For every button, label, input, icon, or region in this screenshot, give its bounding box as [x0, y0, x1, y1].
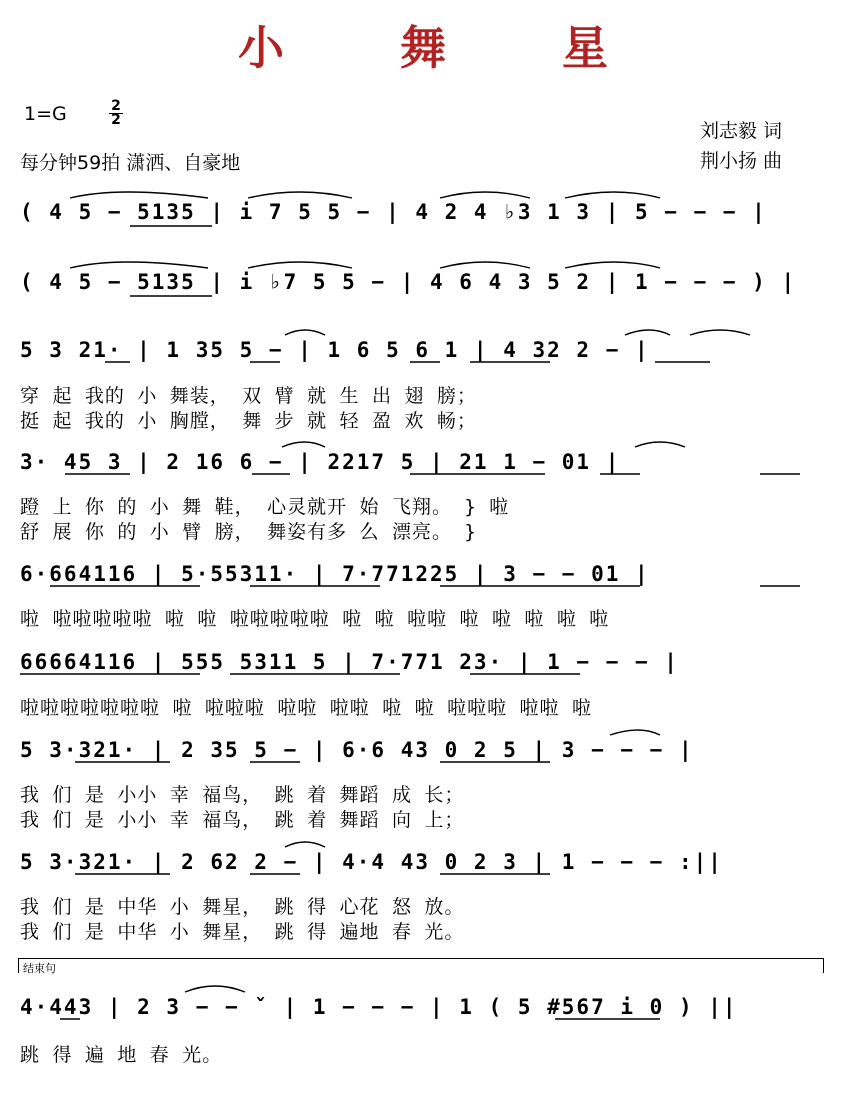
- ending-bracket: [18, 958, 824, 973]
- notation-line: ( 4 5 − 5135 | i ♭7 5 5 − | 4 6 4 3 5 2 | 1 − − − ) |: [20, 270, 797, 294]
- notation-line: 3· 45 3 | 2 16 6 − | 2217 5 | 21 1 − 01 |: [20, 450, 621, 474]
- lyric-line: 舒 展 你 的 小 臂 膀， 舞姿有多 么 漂亮。 }: [20, 521, 477, 543]
- notation-line: 5 3 21· | 1 35 5 − | 1 6 5 6 1 | 4 32 2 − |: [20, 338, 650, 362]
- lyric-line: 挺 起 我的 小 胸膛， 舞 步 就 轻 盈 欢 畅；: [20, 410, 477, 432]
- lyric-line: 我 们 是 小小 幸 福鸟， 跳 着 舞蹈 成 长；: [20, 784, 465, 806]
- notation-line: ( 4 5 − 5135 | i 7 5 5 − | 4 2 4 ♭3 1 3 | 5 − − − |: [20, 200, 767, 224]
- lyric-line: 啦 啦啦啦啦啦 啦 啦 啦啦啦啦啦 啦 啦 啦啦 啦 啦 啦 啦 啦: [20, 608, 610, 630]
- lyric-line: 蹬 上 你 的 小 舞 鞋， 心灵就开 始 飞翔。 } 啦: [20, 496, 510, 518]
- lyric-line: 跳 得 遍 地 春 光。: [20, 1044, 223, 1066]
- lyric-line: 啦啦啦啦啦啦啦 啦 啦啦啦 啦啦 啦啦 啦 啦 啦啦啦 啦啦 啦: [20, 697, 592, 719]
- composer-credit: 荆小扬 曲: [700, 150, 783, 172]
- time-signature: [108, 100, 124, 127]
- notation-line: 5 3·321· | 2 62 2 − | 4·4 43 0 2 3 | 1 − − − :||: [20, 850, 723, 874]
- lyric-line: 我 们 是 中华 小 舞星， 跳 得 心花 怒 放。: [20, 896, 465, 918]
- ending-label: 结束句: [23, 962, 56, 975]
- notation-line: 6·664116 | 5·55311· | 7·771225 | 3 − − 01 |: [20, 562, 650, 586]
- song-title: 小 舞 星: [237, 21, 659, 75]
- key-signature: 1=G: [24, 103, 67, 125]
- lyric-line: 穿 起 我的 小 舞装， 双 臂 就 生 出 翅 膀；: [20, 385, 477, 407]
- tempo-marking: 每分钟59拍 潇洒、自豪地: [20, 152, 241, 174]
- lyric-line: 我 们 是 中华 小 舞星， 跳 得 遍地 春 光。: [20, 921, 465, 943]
- notation-line: 5 3·321· | 2 35 5 − | 6·6 43 0 2 5 | 3 − − − |: [20, 738, 694, 762]
- lyric-line: 我 们 是 小小 幸 福鸟， 跳 着 舞蹈 向 上；: [20, 809, 465, 831]
- lyricist-credit: 刘志毅 词: [700, 120, 783, 142]
- notation-line: 66664116 | 555 5311 5 | 7·771 23· | 1 − − − |: [20, 650, 679, 674]
- notation-line: 4·443 | 2 3 − − ˇ | 1 − − − | 1 ( 5 #567 i 0 ) ||: [20, 995, 738, 1019]
- time-signature-numerator: 2: [111, 98, 121, 114]
- time-signature-denominator: 2: [111, 112, 121, 128]
